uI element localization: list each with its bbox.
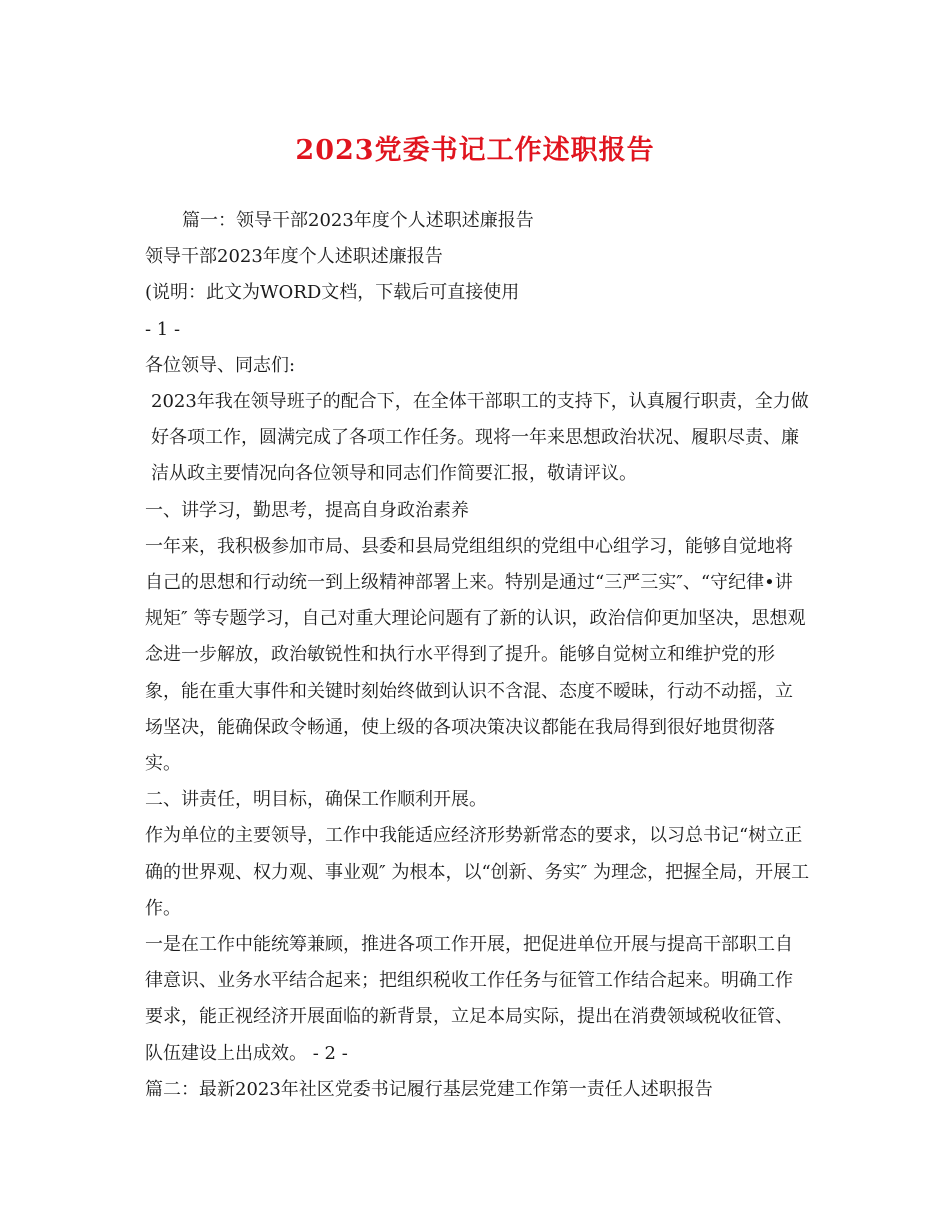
salutation: 各位领导、同志们: — [145, 354, 296, 376]
section-heading-two: 二、讲责任，明目标，确保工作顺利开展。 — [145, 789, 487, 811]
paragraph-coordination: 一是在工作中能统筹兼顾，推进各项工作开展，把促进单位开展与提高干部职工自律意识、业务水平结合起来；把组织税收工作任务与征管工作结合起来。明确工作要求，能正视经济开展面临的新背景，立足本局实际，提出在消费领域税收征管、队伍建设上出成效。 - 2 - — [145, 934, 793, 1064]
paragraph-responsibility: 作为单位的主要领导，工作中我能适应经济形势新常态的要求，以习总书记“树立正确的世界观、权力观、事业观″ 为根本，以“创新、务实″ 为理念，把握全局，开展工作。 — [145, 825, 810, 919]
document-body — [145, 203, 810, 1108]
page-number: - 1 - — [145, 318, 181, 340]
section-heading-part-one: 篇一：领导干部2023年度个人述职述廉报告 — [182, 210, 534, 231]
paragraph-study: 一年来，我积极参加市局、县委和县局党组组织的党组中心组学习，能够自觉地将自己的思想和行动统一到上级精神部署上来。特别是通过“三严三实″、“守纪律•讲规矩″ 等专题学习，自己对重大理论问题有了新的认识，政治信仰更加坚决，思想观念进一步解放，政治敏锐性和执行水平得到了提升。能够自觉树立和维护党的形象，能在重大事件和关键时刻始终做到认识不含混、态度不暧昧，行动不动摇，立场坚决，能确保政令畅通，使上级的各项决策决议都能在我局得到很好地贯彻落实。 — [145, 535, 806, 775]
report-subtitle: 领导干部2023年度个人述职述廉报告 — [145, 246, 443, 268]
paragraph-intro: 2023年我在领导班子的配合下，在全体干部职工的支持下，认真履行职责，全力做好各项工作，圆满完成了各项工作任务。现将一年来思想政治状况、履职尽责、廉洁从政主要情况向各位领导和同志们作简要汇报，敬请评议。 — [151, 391, 809, 485]
section-heading-one: 一、讲学习，勤思考，提高自身政治素养 — [145, 499, 469, 521]
section-heading-part-two: 篇二：最新2023年社区党委书记履行基层党建工作第一责任人述职报告 — [145, 1078, 713, 1100]
usage-note: (说明：此文为WORD文档，下载后可直接使用 — [145, 282, 520, 304]
document-title: 2023党委书记工作述职报告 — [295, 135, 655, 166]
